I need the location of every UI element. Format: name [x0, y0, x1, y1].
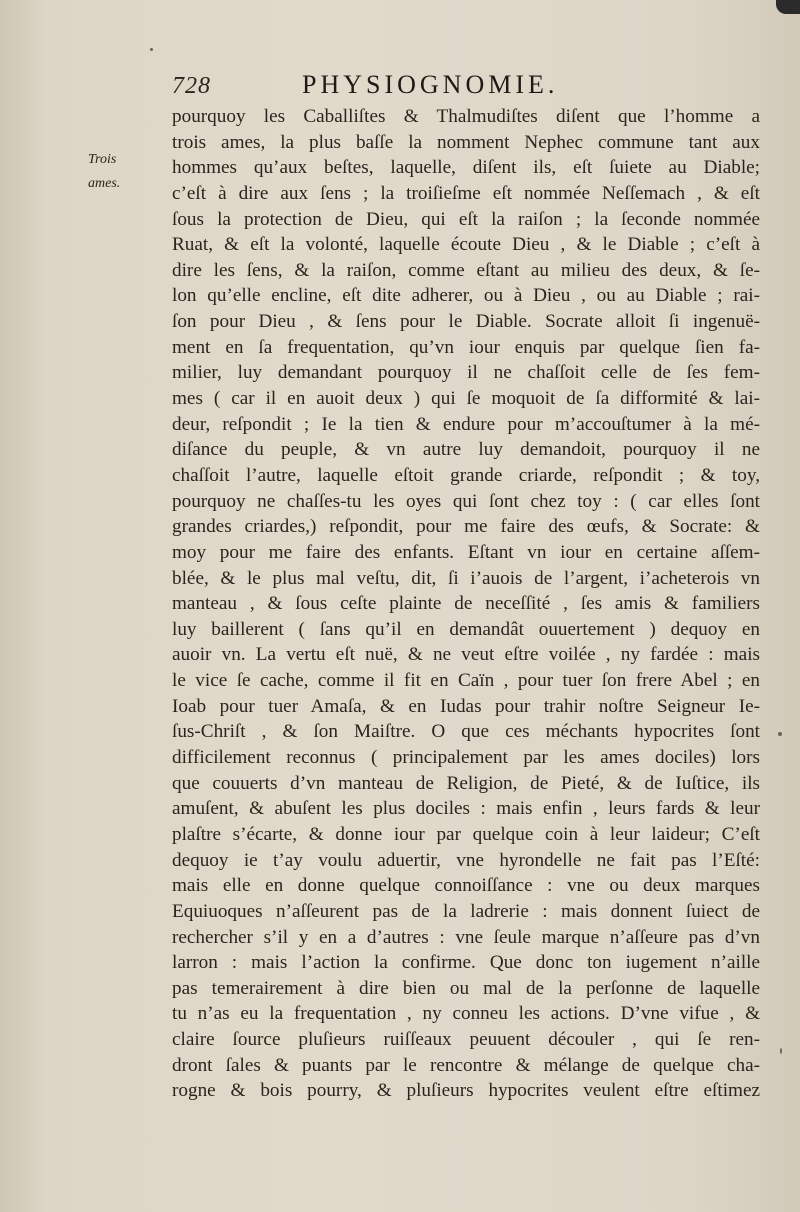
text-line: moy pour me faire des enfants. Eſtant vn iour en certaine aſſem-: [172, 541, 760, 563]
text-line: dire les ſens, & la raiſon, comme eſtant au milieu des deux, & ſe-: [172, 259, 760, 281]
margin-note-line: ames.: [88, 176, 121, 191]
text-line: trois ames, la plus baſſe la nomment Nephec commune tant aux: [172, 131, 760, 153]
text-line: deur, reſpondit ; Ie la tien & endure pour m’accouſtumer à la mé-: [172, 413, 760, 435]
text-line: que couuerts d’vn manteau de Religion, de Pieté, & de Iuſtice, ils: [172, 772, 760, 794]
text-line: rogne & bois pourry, & pluſieurs hypocrites veulent eſtre eſtimez: [172, 1080, 760, 1102]
text-line: hommes qu’aux beſtes, laquelle, diſent ils, eſt ſuiete au Diable;: [172, 157, 760, 179]
paper-speck: [778, 732, 782, 736]
text-line: difficilement reconnus ( principalement par les ames dociles) lors: [172, 747, 760, 769]
page-number: 728: [172, 73, 211, 99]
text-line: le vice ſe cache, comme il fit en Caïn , pour tuer ſon frere Abel ; en: [172, 670, 760, 692]
text-line: larron : mais l’action la confirme. Que donc ton iugement n’aille: [172, 952, 760, 974]
text-line: claire ſource pluſieurs ruiſſeaux peuuent découler , qui ſe ren-: [172, 1029, 760, 1051]
margin-note-line: Trois: [88, 152, 117, 167]
text-line: dront ſales & puants par le rencontre & mélange de quelque cha-: [172, 1054, 760, 1076]
text-line: ſus-Chriſt , & ſon Maiſtre. O que ces méchants hypocrites ſont: [172, 721, 760, 743]
text-line: pourquoy les Caballiſtes & Thalmudiſtes diſent que l’homme a: [172, 106, 760, 127]
text-body: [172, 104, 760, 1104]
text-line: mais elle en donne quelque connoiſſance : vne ou deux marques: [172, 875, 760, 897]
text-line: ſon pour Dieu , & ſens pour le Diable. Socrate alloit ſi ingenuë-: [172, 311, 760, 333]
text-line: blée, & le plus mal veſtu, dit, ſi i’auois de l’argent, i’acheterois vn: [172, 567, 760, 589]
text-line: lon qu’elle encline, eſt dite adherer, ou à Dieu , ou au Diable ; rai-: [172, 285, 760, 307]
text-line: Equiuoques n’aſſeurent pas de la ladrerie : mais donnent ſuiect de: [172, 900, 760, 922]
text-line: pourquoy ne chaſſes-tu les oyes qui ſont chez toy : ( car elles ſont: [172, 490, 760, 512]
text-line: luy baillerent ( ſans qu’il en demandât ouuertement ) dequoy en: [172, 618, 760, 640]
text-line: amuſent, & abuſent les plus dociles : mais enfin , leurs fards & leur: [172, 798, 760, 820]
running-head: PHYSIOGNOMIE.: [302, 70, 559, 99]
text-line: manteau , & ſous ceſte plainte de neceſſité , ſes amis & familiers: [172, 593, 760, 615]
text-line: ſous la protection de Dieu, qui eſt la raiſon ; la ſeconde nommée: [172, 208, 760, 230]
text-line: pas temerairement à dire bien ou mal de la perſonne de laquelle: [172, 977, 760, 999]
paper-speck: [780, 1048, 782, 1054]
text-line: Ioab pour tuer Amaſa, & en Iudas pour trahir noſtre Seigneur Ie-: [172, 695, 760, 717]
text-line: ment en ſa frequentation, qu’vn iour enquis par quelque ſien fa-: [172, 336, 760, 358]
paper-speck: [150, 48, 153, 51]
text-line: tu n’as eu la frequentation , ny conneu les actions. D’vne vifue , &: [172, 1003, 760, 1025]
text-line: c’eſt à dire aux ſens ; la troiſieſme eſt nommée Neſſemach , & eſt: [172, 182, 760, 204]
text-line: dequoy ie t’ay voulu aduertir, vne hyrondelle ne fait pas l’Eſté:: [172, 849, 760, 871]
margin-note: [88, 148, 150, 196]
text-line: milier, luy demandant pourquoy il ne chaſſoit celle de ſes fem-: [172, 362, 760, 384]
text-line: auoir vn. La vertu eſt nuë, & ne veut eſtre voilée , ny fardée : mais: [172, 644, 760, 666]
text-line: chaſſoit l’autre, laquelle eſtoit grande criarde, reſpondit ; & toy,: [172, 464, 760, 486]
text-line: plaſtre s’écarte, & donne iour par quelque coin à leur laideur; C’eſt: [172, 823, 760, 845]
text-line: rechercher s’il y en a d’autres : vne ſeule marque n’aſſeure pas d’vn: [172, 926, 760, 948]
scan-corner-mark: [776, 0, 800, 14]
text-line: mes ( car il en auoit deux ) qui ſe moquoit de ſa difformité & lai-: [172, 388, 760, 410]
text-line: diſance du peuple, & vn autre luy demandoit, pourquoy il ne: [172, 439, 760, 461]
text-line: Ruat, & eſt la volonté, laquelle écoute Dieu , & le Diable ; c’eſt à: [172, 234, 760, 256]
text-line: grandes criardes,) reſpondit, pour me faire des œufs, & Socrate: &: [172, 516, 760, 538]
